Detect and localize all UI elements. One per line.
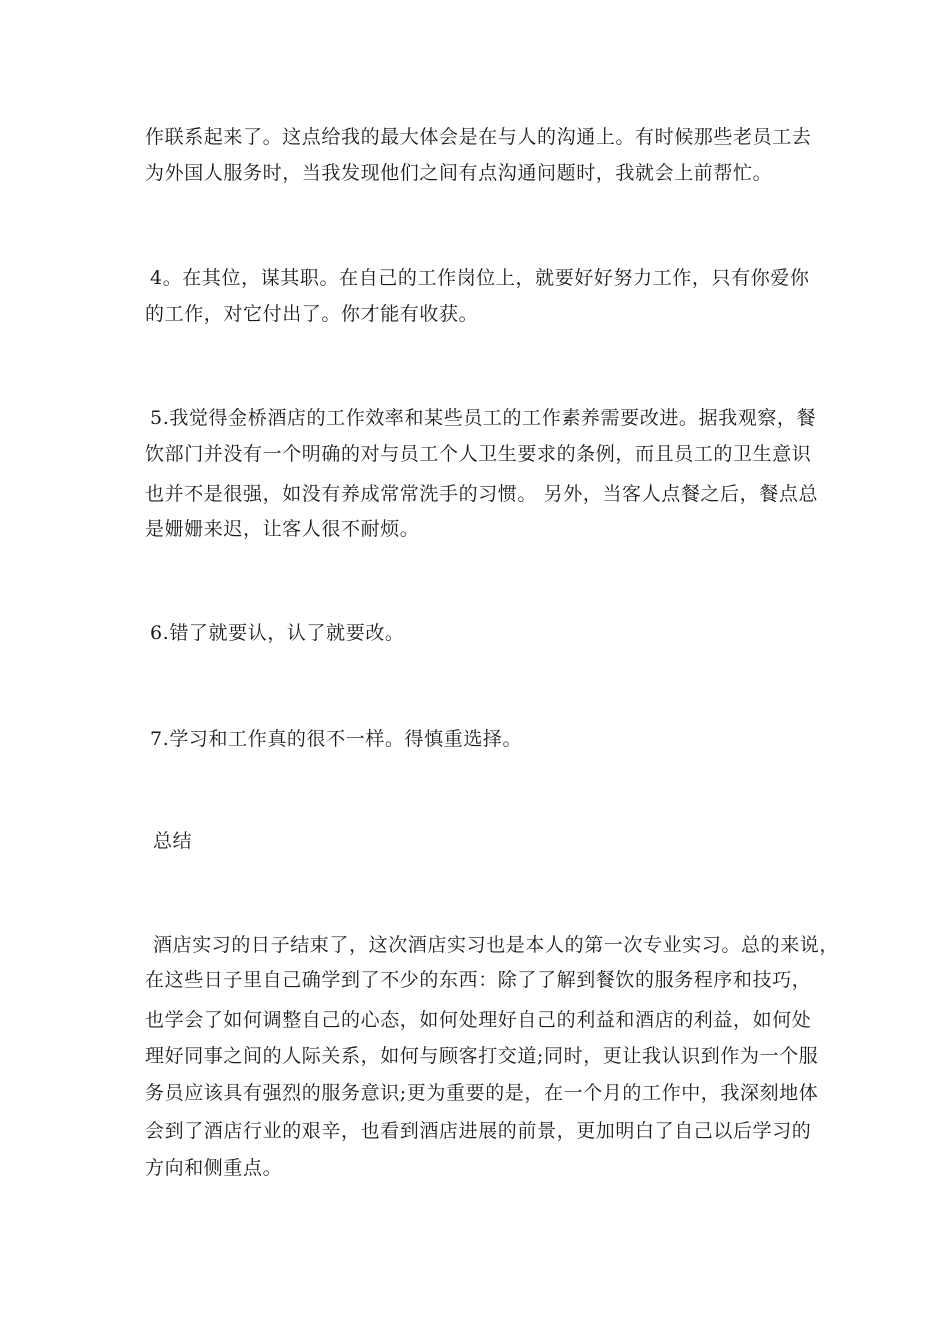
- list-item-5-line: 饮部门并没有一个明确的对与员工个人卫生要求的条例，而且员工的卫生意识: [145, 443, 812, 465]
- list-item-4-line: 的工作，对它付出了。你才能有收获。: [145, 303, 479, 325]
- summary-line: 在这些日子里自己确学到了不少的东西：除了了解到餐饮的服务程序和技巧，: [145, 969, 812, 991]
- paragraph-line: 为外国人服务时，当我发现他们之间有点沟通问题时，我就会上前帮忙。: [145, 162, 773, 184]
- paragraph-line: 作联系起来了。这点给我的最大体会是在与人的沟通上。有时候那些老员工去: [145, 126, 812, 148]
- summary-line: 理好同事之间的人际关系，如何与顾客打交道;同时，更让我认识到作为一个服: [145, 1045, 819, 1067]
- list-item-5-line: 也并不是很强，如没有养成常常洗手的习惯。 另外，当客人点餐之后，餐点总: [145, 483, 819, 505]
- summary-line: 务员应该具有强烈的服务意识;更为重要的是，在一个月的工作中，我深刻地体: [145, 1082, 819, 1104]
- list-item-4-line: 4。在其位，谋其职。在自己的工作岗位上，就要好好努力工作，只有你爱你: [150, 267, 810, 289]
- list-item-6: 6.错了就要认，认了就要改。: [150, 622, 405, 644]
- section-heading-summary: 总结: [153, 830, 193, 852]
- list-item-5-line: 是姗姗来迟，让客人很不耐烦。: [145, 518, 420, 540]
- list-item-7: 7.学习和工作真的很不一样。得慎重选择。: [150, 728, 523, 750]
- summary-line: 方向和侧重点。: [145, 1157, 283, 1179]
- list-item-5-line: 5.我觉得金桥酒店的工作效率和某些员工的工作素养需要改进。据我观察，餐: [150, 407, 817, 429]
- summary-line: 会到了酒店行业的艰辛，也看到酒店进展的前景，更加明白了自己以后学习的: [145, 1120, 812, 1142]
- summary-line: 酒店实习的日子结束了，这次酒店实习也是本人的第一次专业实习。总的来说，: [153, 934, 840, 956]
- summary-line: 也学会了如何调整自己的心态，如何处理好自己的利益和酒店的利益，如何处: [145, 1009, 812, 1031]
